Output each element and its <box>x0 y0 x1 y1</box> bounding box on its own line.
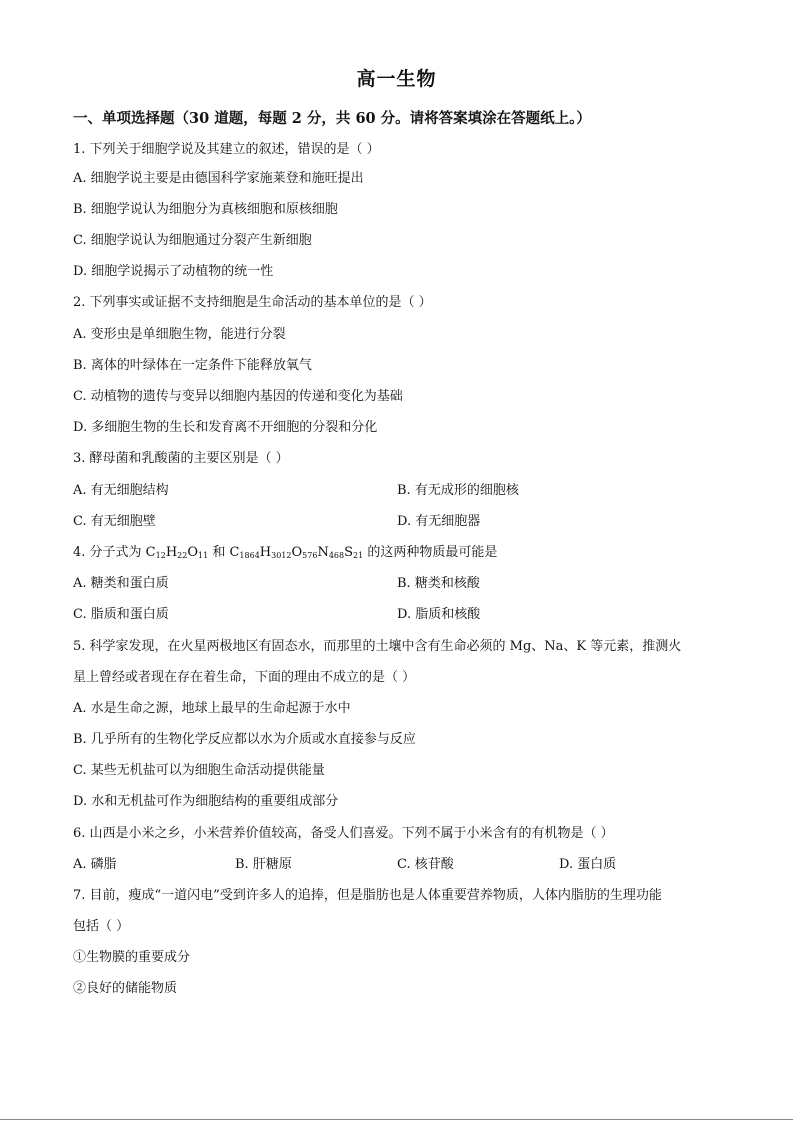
page-bottom-rule <box>0 1119 793 1120</box>
question-5-option-c: C. 某些无机盐可以为细胞生命活动提供能量 <box>73 763 325 778</box>
question-4-option-b: B. 糖类和核酸 <box>397 576 480 591</box>
question-1-stem: 1. 下列关于细胞学说及其建立的叙述，错误的是（ ） <box>73 142 380 157</box>
question-6-option-d: D. 蛋白质 <box>559 857 617 872</box>
question-2-option-b: B. 离体的叶绿体在一定条件下能释放氧气 <box>73 358 312 373</box>
question-7-stem-line-2: 包括（ ） <box>73 919 130 934</box>
question-1-option-d: D. 细胞学说揭示了动植物的统一性 <box>73 264 274 279</box>
question-6-option-a: A. 磷脂 <box>73 857 117 872</box>
question-2-option-a: A. 变形虫是单细胞生物，能进行分裂 <box>73 327 286 342</box>
question-1-option-b: B. 细胞学说认为细胞分为真核细胞和原核细胞 <box>73 202 338 217</box>
page-title: 高一生物 <box>356 68 437 90</box>
question-2-option-c: C. 动植物的遗传与变异以细胞内基因的传递和变化为基础 <box>73 389 403 404</box>
question-7-stem-line-1: 7. 目前，瘦成“一道闪电”受到许多人的追捧，但是脂肪也是人体重要营养物质，人体内脂肪的生理功能 <box>73 888 662 903</box>
formula-1: $C_{12}H_{22}O_{11}$ <box>145 545 209 560</box>
question-6-stem: 6. 山西是小米之乡，小米营养价值较高，备受人们喜爱。下列不属于小米含有的有机物是（ ） <box>73 826 614 841</box>
question-5-stem-line-2: 星上曾经或者现在存在着生命，下面的理由不成立的是（ ） <box>73 670 416 685</box>
question-7-item-2: ②良好的储能物质 <box>73 981 178 996</box>
formula-2: $C_{1864}H_{3012}O_{576}N_{468}S_{21}$ <box>229 545 364 560</box>
question-2-stem: 2. 下列事实或证据不支持细胞是生命活动的基本单位的是（ ） <box>73 295 432 310</box>
question-5-option-d: D. 水和无机盐可作为细胞结构的重要组成部分 <box>73 794 339 809</box>
question-4-option-d: D. 脂质和核酸 <box>397 607 481 622</box>
question-4-prefix: 4. 分子式为 <box>73 545 146 560</box>
question-4-stem <box>73 543 497 566</box>
question-3-stem: 3. 酵母菌和乳酸菌的主要区别是（ ） <box>73 451 289 466</box>
question-6-option-b: B. 肝糖原 <box>235 857 292 872</box>
question-1-option-c: C. 细胞学说认为细胞通过分裂产生新细胞 <box>73 233 312 248</box>
question-5-option-a: A. 水是生命之源，地球上最早的生命起源于水中 <box>73 701 351 716</box>
question-3-option-b: B. 有无成形的细胞核 <box>397 483 519 498</box>
section-heading: 一、单项选择题（30 道题，每题 2 分，共 60 分。请将答案填涂在答题纸上。） <box>73 110 591 127</box>
question-4-option-a: A. 糖类和蛋白质 <box>73 576 169 591</box>
question-4-option-c: C. 脂质和蛋白质 <box>73 607 169 622</box>
question-7-item-1: ①生物膜的重要成分 <box>73 950 191 965</box>
question-5-option-b: B. 几乎所有的生物化学反应都以水为介质或水直接参与反应 <box>73 732 416 747</box>
question-1-option-a: A. 细胞学说主要是由德国科学家施莱登和施旺提出 <box>73 171 364 186</box>
question-3-option-c: C. 有无细胞壁 <box>73 514 156 529</box>
question-2-option-d: D. 多细胞生物的生长和发育离不开细胞的分裂和分化 <box>73 420 378 435</box>
question-6-option-c: C. 核苷酸 <box>397 857 454 872</box>
question-3-option-a: A. 有无细胞结构 <box>73 483 169 498</box>
question-5-stem-line-1: 5. 科学家发现，在火星两极地区有固态水，而那里的土壤中含有生命必须的 Mg、Na、K 等元素，推测火 <box>73 639 682 654</box>
question-4-suffix: 的这两种物质最可能是 <box>363 545 498 560</box>
question-4-mid: 和 <box>208 545 230 560</box>
question-3-option-d: D. 有无细胞器 <box>397 514 481 529</box>
